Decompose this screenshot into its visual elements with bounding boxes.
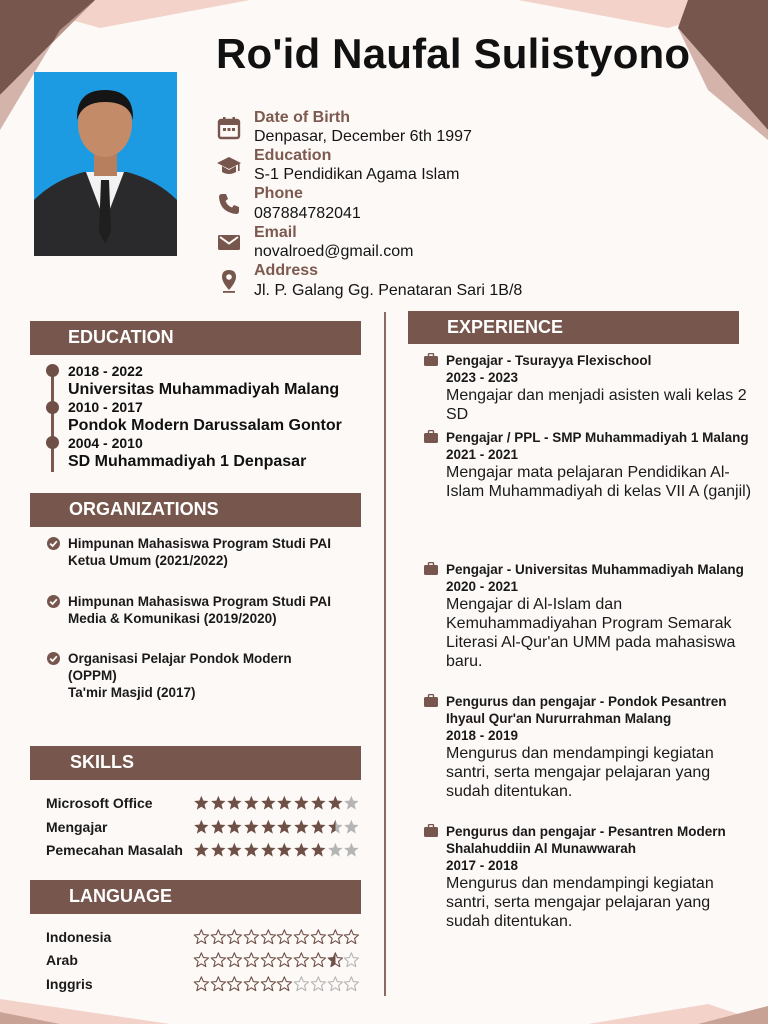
star-filled-icon (260, 842, 277, 858)
language-name: Indonesia (46, 929, 112, 945)
star-filled-icon (343, 929, 360, 945)
education-timeline-line (51, 372, 54, 472)
star-filled-icon (193, 929, 210, 945)
profile-photo (34, 72, 177, 256)
education-school: SD Muhammadiyah 1 Denpasar (68, 453, 307, 470)
envelope-icon (216, 229, 242, 255)
education-school: Universitas Muhammadiyah Malang (68, 381, 340, 398)
briefcase-icon (424, 353, 438, 366)
star-filled-icon (276, 819, 293, 835)
star-filled-icon (210, 795, 227, 811)
language-name: Inggris (46, 976, 93, 992)
star-half-icon (327, 952, 344, 968)
star-empty-icon (293, 976, 310, 992)
dob-label: Date of Birth (254, 109, 350, 126)
experience-description: Mengajar dan menjadi asisten wali kelas 2 SD (446, 387, 747, 423)
star-filled-icon (276, 842, 293, 858)
experience-description: Mengajar di Al-Islam dan Kemuhammadiyahan Program Semarak Literasi Al-Qur'an UMM pada mahasiswa baru. (446, 596, 736, 670)
star-filled-icon (226, 952, 243, 968)
skills-heading: SKILLS (30, 746, 361, 780)
star-empty-icon (343, 795, 360, 811)
star-filled-icon (293, 929, 310, 945)
address-value: Jl. P. Galang Gg. Penataran Sari 1B/8 (254, 282, 523, 299)
check-circle-icon (47, 595, 60, 608)
star-filled-icon (260, 819, 277, 835)
experience-title: Pengajar / PPL - SMP Muhammadiyah 1 Malang (446, 430, 749, 445)
graduation-cap-icon (216, 153, 242, 179)
star-filled-icon (193, 952, 210, 968)
star-filled-icon (310, 842, 327, 858)
star-filled-icon (260, 929, 277, 945)
star-filled-icon (276, 929, 293, 945)
star-half-icon (327, 819, 344, 835)
star-filled-icon (276, 952, 293, 968)
star-filled-icon (293, 842, 310, 858)
organization-line: Ta'mir Masjid (2017) (68, 685, 196, 700)
experience-period: 2020 - 2021 (446, 579, 519, 594)
email-value: novalroed@gmail.com (254, 243, 414, 260)
timeline-dot (46, 364, 59, 377)
education-value: S-1 Pendidikan Agama Islam (254, 166, 460, 183)
briefcase-icon (424, 562, 438, 575)
star-filled-icon (293, 952, 310, 968)
star-filled-icon (193, 842, 210, 858)
education-school: Pondok Modern Darussalam Gontor (68, 417, 342, 434)
corner-decoration-bottom-right (508, 994, 768, 1024)
column-divider (384, 312, 386, 996)
person-photo-icon (34, 72, 177, 256)
star-empty-icon (343, 819, 360, 835)
star-filled-icon (226, 929, 243, 945)
skill-rating (193, 795, 360, 811)
star-filled-icon (327, 929, 344, 945)
experience-period: 2018 - 2019 (446, 728, 519, 743)
phone-icon (216, 191, 242, 217)
organization-item (68, 650, 368, 701)
address-label: Address (254, 262, 319, 279)
education-year: 2018 - 2022 (68, 363, 143, 379)
experience-title: Pengurus dan pengajar - Pesantren Modern Shalahuddiin Al Munawwarah (446, 824, 726, 856)
star-filled-icon (310, 929, 327, 945)
experience-item (424, 693, 754, 801)
star-filled-icon (226, 795, 243, 811)
star-filled-icon (310, 819, 327, 835)
star-filled-icon (276, 976, 293, 992)
organization-item (68, 535, 368, 569)
skill-rating (193, 842, 360, 858)
star-filled-icon (210, 819, 227, 835)
experience-description: Mengajar mata pelajaran Pendidikan Al-Islam Muhammadiyah di kelas VII A (ganjil) (446, 464, 752, 500)
star-filled-icon (310, 795, 327, 811)
star-filled-icon (243, 929, 260, 945)
profile-name: Ro'id Naufal Sulistyono (216, 30, 691, 77)
star-empty-icon (310, 976, 327, 992)
star-filled-icon (193, 976, 210, 992)
organization-line: Ketua Umum (2021/2022) (68, 553, 228, 568)
education-label: Education (254, 147, 332, 164)
star-filled-icon (226, 842, 243, 858)
experience-item (424, 352, 754, 424)
corner-decoration-bottom-left (0, 994, 260, 1024)
star-filled-icon (210, 952, 227, 968)
experience-heading: EXPERIENCE (408, 311, 739, 344)
star-filled-icon (243, 976, 260, 992)
calendar-icon (216, 115, 242, 141)
star-filled-icon (243, 795, 260, 811)
organizations-heading: ORGANIZATIONS (30, 493, 361, 527)
language-rating (193, 952, 360, 968)
star-empty-icon (327, 842, 344, 858)
experience-period: 2017 - 2018 (446, 858, 519, 873)
skill-name: Mengajar (46, 819, 108, 835)
star-filled-icon (210, 842, 227, 858)
organization-line: Himpunan Mahasiswa Program Studi PAI (68, 594, 332, 609)
star-filled-icon (243, 819, 260, 835)
check-circle-icon (47, 537, 60, 550)
skill-name: Microsoft Office (46, 795, 153, 811)
experience-description: Mengurus dan mendampingi kegiatan santri, serta mengajar pelajaran yang sudah ditentukan. (446, 745, 714, 800)
experience-item (424, 429, 754, 501)
star-filled-icon (276, 795, 293, 811)
star-filled-icon (243, 842, 260, 858)
organization-line: (OPPM) (68, 668, 117, 683)
experience-item (424, 561, 754, 671)
skill-rating (193, 819, 360, 835)
star-filled-icon (293, 819, 310, 835)
briefcase-icon (424, 694, 438, 707)
timeline-dot (46, 436, 59, 449)
experience-title: Pengajar - Tsurayya Flexischool (446, 353, 652, 368)
education-year: 2004 - 2010 (68, 435, 143, 451)
star-filled-icon (293, 795, 310, 811)
experience-title: Pengurus dan pengajar - Pondok Pesantren Ihyaul Qur'an Nururrahman Malang (446, 694, 727, 726)
star-empty-icon (343, 842, 360, 858)
language-rating (193, 976, 360, 992)
star-empty-icon (327, 976, 344, 992)
star-filled-icon (243, 952, 260, 968)
map-pin-icon (216, 268, 242, 294)
language-heading: LANGUAGE (30, 880, 361, 914)
star-filled-icon (327, 795, 344, 811)
experience-item (424, 823, 754, 931)
star-filled-icon (260, 795, 277, 811)
education-heading: EDUCATION (30, 321, 361, 355)
organization-line: Organisasi Pelajar Pondok Modern (68, 651, 292, 666)
experience-period: 2021 - 2021 (446, 447, 519, 462)
briefcase-icon (424, 430, 438, 443)
star-filled-icon (210, 929, 227, 945)
star-empty-icon (343, 952, 360, 968)
email-label: Email (254, 224, 297, 241)
experience-period: 2023 - 2023 (446, 370, 519, 385)
star-filled-icon (260, 976, 277, 992)
skill-name: Pemecahan Masalah (46, 842, 183, 858)
education-year: 2010 - 2017 (68, 399, 143, 415)
star-filled-icon (226, 976, 243, 992)
language-name: Arab (46, 952, 78, 968)
star-filled-icon (210, 976, 227, 992)
dob-value: Denpasar, December 6th 1997 (254, 128, 472, 145)
experience-description: Mengurus dan mendampingi kegiatan santri, serta mengajar pelajaran yang sudah ditentukan. (446, 875, 714, 930)
check-circle-icon (47, 652, 60, 665)
star-filled-icon (193, 819, 210, 835)
briefcase-icon (424, 824, 438, 837)
organization-line: Media & Komunikasi (2019/2020) (68, 611, 277, 626)
star-filled-icon (260, 952, 277, 968)
language-rating (193, 929, 360, 945)
star-filled-icon (193, 795, 210, 811)
star-filled-icon (226, 819, 243, 835)
star-filled-icon (310, 952, 327, 968)
experience-title: Pengajar - Universitas Muhammadiyah Malang (446, 562, 744, 577)
organization-item (68, 593, 368, 627)
organization-line: Himpunan Mahasiswa Program Studi PAI (68, 536, 332, 551)
timeline-dot (46, 401, 59, 414)
phone-label: Phone (254, 185, 303, 202)
phone-value: 087884782041 (254, 205, 361, 222)
star-empty-icon (343, 976, 360, 992)
